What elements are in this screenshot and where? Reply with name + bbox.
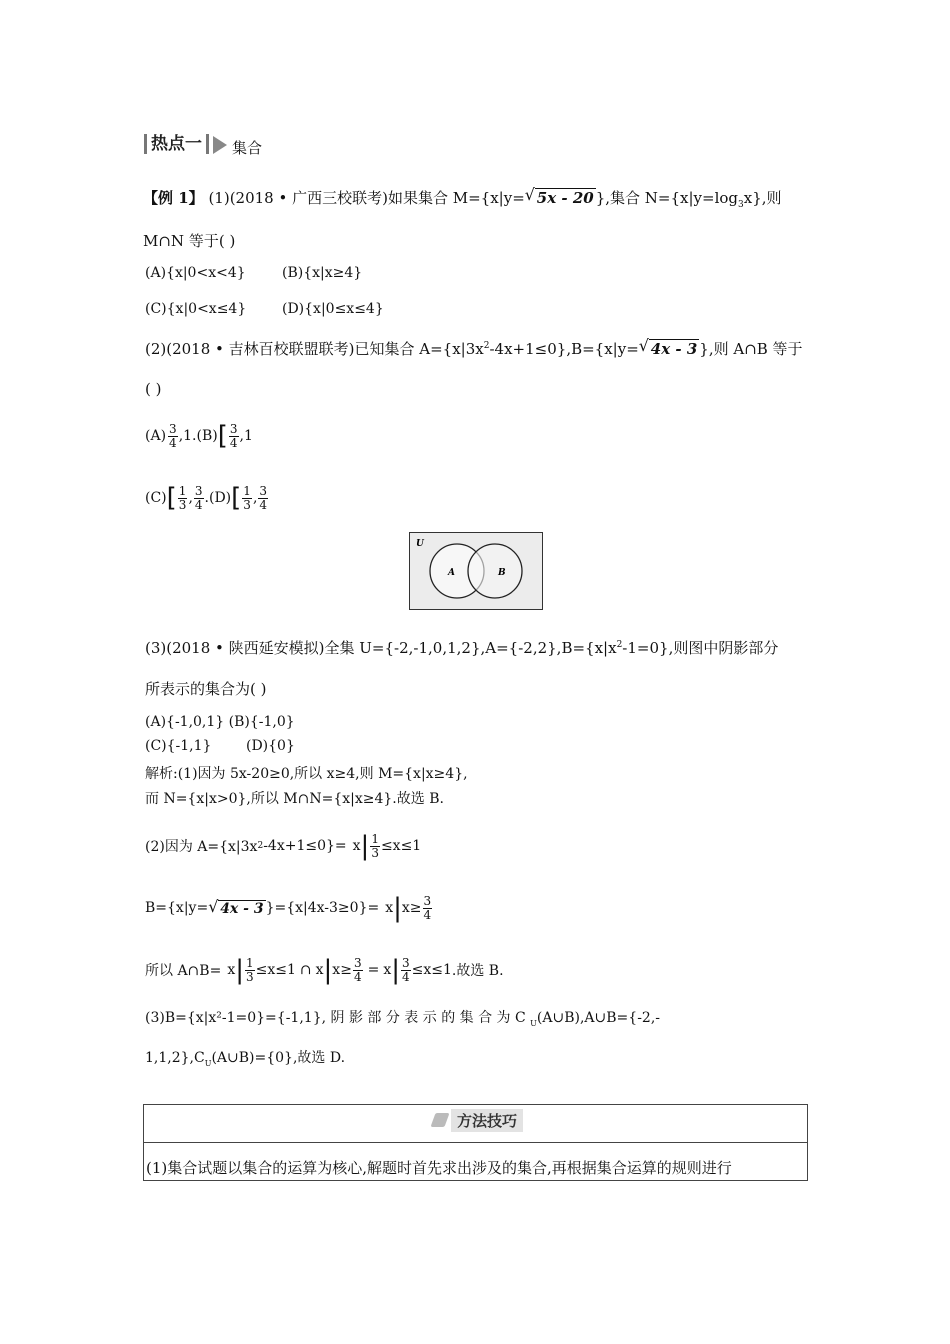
sqrt-radicand: 5x - 20 (536, 189, 594, 207)
set-var: x (385, 900, 394, 916)
set-a-label: A (448, 568, 455, 578)
solution-text: 所以 A∩B= (145, 963, 222, 979)
set-var: x (352, 838, 361, 854)
denominator: 4 (401, 969, 410, 984)
set-var: x (315, 962, 324, 978)
denominator: 3 (178, 497, 187, 512)
q2-options-ab (145, 418, 253, 454)
sqrt-radicand: 4x - 3 (220, 900, 264, 917)
q3-superscript: 2 (616, 640, 623, 650)
fraction (229, 423, 239, 450)
solution-text: B={x|y= (145, 900, 209, 916)
fraction (194, 485, 204, 512)
q1-text-end: x},则 (743, 189, 782, 207)
numerator: 3 (423, 893, 432, 908)
q1-option-a: (A){x|0<x<4} (145, 265, 246, 281)
solution-text: (A∪B),A∪B={-2,- (536, 1010, 661, 1026)
set-var: x (383, 962, 392, 978)
set-divider: | (391, 955, 400, 985)
superscript: 2 (257, 841, 264, 851)
set-divider: | (235, 955, 244, 985)
q3-line1 (145, 637, 778, 658)
q2-superscript: 2 (483, 341, 490, 351)
example-label: 【例 1】 (143, 189, 204, 207)
q2-text-mid: -4x+1≤0},B={x|y= (489, 340, 639, 358)
venn-diagram (409, 532, 543, 610)
set-divider: | (360, 831, 370, 861)
method-title (433, 1109, 523, 1131)
solution-text: ≤x≤1 (255, 962, 296, 978)
numerator: 3 (401, 955, 410, 970)
fraction (401, 957, 411, 984)
method-title-text: 方法技巧 (451, 1109, 523, 1132)
fraction (178, 485, 188, 512)
solution-line7 (145, 1047, 345, 1068)
fraction (245, 957, 255, 984)
solution-text: -4x+1≤0}= (263, 838, 347, 854)
solution-text: (2)因为 A={x|3x (145, 839, 258, 855)
fraction (353, 957, 363, 984)
denominator: 4 (423, 907, 432, 922)
subscript: U (204, 1058, 212, 1068)
solution-line3 (145, 828, 421, 864)
bracket: [ (231, 483, 242, 513)
q2-line2: ( ) (145, 380, 162, 398)
sqrt-radicand: 4x - 3 (650, 340, 698, 358)
q3-text-post: -1=0},则图中阴影部分 (622, 639, 779, 657)
solution-line1: 解析:(1)因为 5x-20≥0,所以 x≥4,则 M={x|x≥4}, (145, 766, 468, 782)
sqrt-expression (525, 188, 596, 207)
set-divider: | (393, 893, 402, 923)
q3-text: (3)(2018 • 陕西延安模拟)全集 U={-2,-1,0,1,2},A={-2,2},B={x|x (145, 639, 617, 657)
q1-option-d: (D){x|0≤x≤4} (282, 301, 384, 317)
heading-label: 热点一 (151, 134, 202, 154)
solution-line6 (145, 1007, 660, 1028)
q2-text-post: },则 A∩B 等于 (699, 340, 803, 358)
solution-text: 1,1,2},C (145, 1050, 205, 1066)
q3-options-ab: (A){-1,0,1} (B){-1,0} (145, 714, 295, 730)
solution-text: (3)B={x|x²-1=0}={-1,1}, 阴 影 部 分 表 示 的 集 合 为 C (145, 1010, 531, 1026)
bracket: [ (166, 483, 177, 513)
fraction (423, 895, 433, 922)
denominator: 3 (243, 497, 251, 512)
q3-option-c: (C){-1,1} (145, 738, 212, 754)
q1-line2: M∩N 等于( ) (143, 232, 236, 250)
subscript: U (530, 1018, 537, 1028)
q2-line1 (145, 338, 803, 359)
heading-bar (206, 134, 209, 154)
fraction (242, 485, 252, 512)
solution-text: x≥ (332, 962, 352, 978)
solution-text: ≤x≤1 (380, 838, 422, 854)
solution-line5 (145, 952, 504, 988)
numerator: 1 (245, 955, 254, 970)
option-label: .(D) (204, 490, 232, 506)
set-b-label: B (498, 568, 506, 578)
sqrt-expression (208, 900, 265, 917)
q1-text-post: },集合 N={x|y=log (595, 189, 739, 207)
solution-line4 (145, 890, 433, 926)
play-triangle-icon (213, 136, 227, 154)
q2-text: (2)(2018 • 吉林百校联盟联考)已知集合 A={x|3x (145, 340, 484, 358)
universe-label: U (416, 539, 424, 549)
section-heading (144, 128, 263, 157)
numerator: 3 (353, 955, 362, 970)
fraction (370, 833, 380, 860)
solution-text: ≤x≤1 (411, 962, 452, 978)
interval-end: ,1 (178, 428, 193, 444)
denominator: 3 (371, 845, 379, 860)
option-label: (A) (145, 428, 167, 444)
log-base: 3 (738, 200, 744, 210)
solution-text: }={x|4x-3≥0}= (265, 900, 380, 916)
method-tips-box (143, 1104, 808, 1181)
option-label: .(B) (192, 428, 218, 444)
method-divider (144, 1142, 807, 1143)
numerator: 3 (229, 421, 238, 436)
q1-option-c: (C){x|0<x≤4} (145, 301, 247, 317)
q1-line1 (143, 187, 782, 210)
pencil-icon (430, 1113, 449, 1127)
numerator: 1 (371, 831, 379, 846)
method-body-text: (1)集合试题以集合的运算为核心,解题时首先求出涉及的集合,再根据集合运算的规则进行 (146, 1159, 732, 1177)
fraction (168, 423, 178, 450)
sqrt-expression (639, 339, 700, 358)
numerator: 1 (178, 483, 187, 498)
q1-text: (1)(2018 • 广西三校联考)如果集合 M={x|y= (208, 189, 525, 207)
bracket: [ (217, 421, 228, 451)
denominator: 4 (169, 435, 177, 450)
set-divider: | (323, 955, 333, 985)
numerator: 3 (194, 483, 203, 498)
q2-options-cd: (C) [ $\frac{1}{3}$ , $\frac{3}{4}$ .(D) [ $\frac{1}{3}$ , $\frac{3}{4}$ (145, 483, 268, 513)
denominator: 4 (229, 435, 238, 450)
q3-line2: 所表示的集合为( ) (145, 680, 267, 698)
fraction (258, 485, 268, 512)
solution-line2: 而 N={x|x>0},所以 M∩N={x|x≥4}.故选 B. (145, 791, 444, 807)
numerator: 1 (243, 483, 251, 498)
denominator: 4 (194, 497, 203, 512)
set-var: x (227, 962, 236, 978)
solution-text: x≥ (401, 900, 422, 916)
heading-subtitle: 集合 (232, 139, 263, 157)
set-b-circle (468, 544, 522, 598)
q3-option-d: (D){0} (246, 738, 295, 754)
denominator: 4 (259, 497, 268, 512)
solution-text: (A∪B)={0},故选 D. (211, 1050, 346, 1066)
venn-svg (410, 533, 542, 609)
numerator: 3 (259, 483, 268, 498)
solution-text: .故选 B. (451, 963, 504, 979)
q1-option-b: (B){x|x≥4} (282, 265, 363, 281)
denominator: 3 (245, 969, 254, 984)
interval-end: ,1 (239, 428, 253, 444)
numerator: 3 (169, 421, 177, 436)
denominator: 4 (353, 969, 362, 984)
equals-symbol: = (367, 962, 380, 978)
option-label: (C) (145, 490, 167, 506)
intersection-symbol: ∩ (299, 962, 312, 978)
heading-bar (144, 134, 147, 154)
